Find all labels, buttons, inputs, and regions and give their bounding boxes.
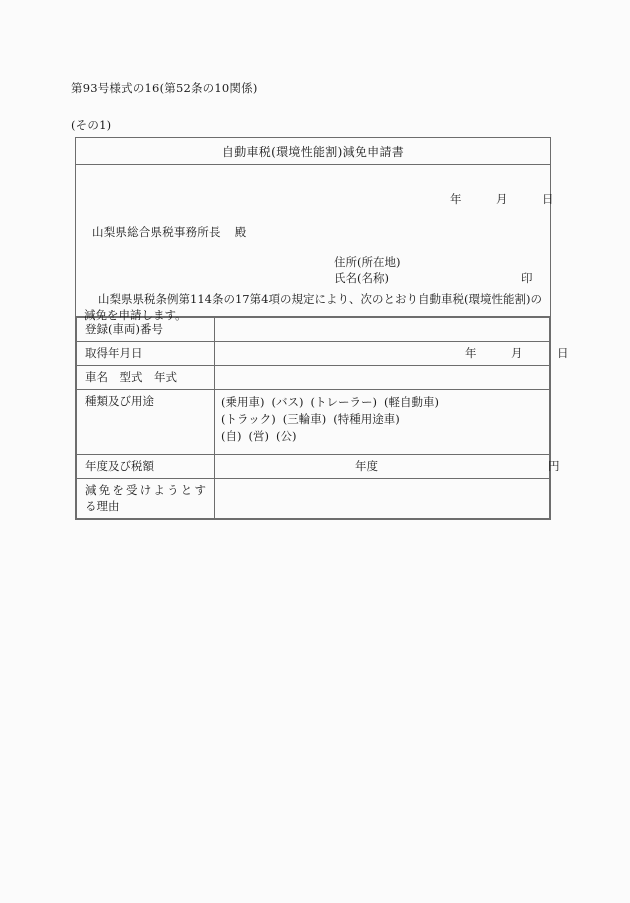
applicant-name-label: 氏名(名称) — [334, 271, 389, 285]
field-vehicle-name[interactable] — [215, 366, 550, 390]
table-row-fiscal-year-and-tax — [77, 455, 550, 479]
form-title-row — [76, 138, 550, 165]
sheet-number: (その1) — [71, 118, 112, 132]
acquisition-year-label: 年 — [465, 346, 477, 360]
submission-month-label: 月 — [496, 192, 508, 206]
kind-option-special-purpose[interactable]: (特種用途車) — [333, 412, 400, 426]
label-kind-and-use: 種類及び用途 — [77, 390, 215, 455]
kind-option-bus[interactable]: (バス) — [271, 395, 304, 409]
label-reason-line-2: る理由 — [85, 499, 120, 513]
kind-option-three-wheeler[interactable]: (三輪車) — [282, 412, 327, 426]
label-fiscal-year-and-tax: 年度及び税額 — [77, 455, 215, 479]
form-header-area — [76, 165, 554, 322]
kind-option-private[interactable]: (自) — [221, 429, 242, 443]
applicant-address-label: 住所(所在地) — [334, 255, 401, 269]
addressee-honorific: 殿 — [234, 225, 247, 239]
kind-option-truck[interactable]: (トラック) — [221, 412, 276, 426]
addressee-line — [92, 224, 246, 240]
field-kind-and-use[interactable] — [215, 390, 550, 455]
table-row-kind-and-use — [77, 390, 550, 455]
field-registration-number[interactable] — [215, 318, 550, 342]
application-statement: 山梨県県税条例第114条の17第4項の規定により、次のとおり自動車税(環境性能割)の減免を申請します。 — [84, 292, 542, 322]
label-vehicle-name: 車名 型式 年式 — [77, 366, 215, 390]
kind-option-public[interactable]: (公) — [275, 429, 297, 443]
label-reason — [77, 479, 215, 519]
acquisition-month-label: 月 — [511, 346, 523, 360]
yen-unit-label: 円 — [548, 459, 560, 473]
form-title: 自動車税(環境性能割)減免申請書 — [221, 144, 405, 159]
addressee-office: 山梨県総合県税事務所長 — [92, 225, 221, 239]
label-reason-line-1: 減免を受けようとす — [85, 483, 206, 497]
field-acquisition-date[interactable] — [215, 342, 569, 366]
kind-option-list — [221, 393, 543, 445]
acquisition-day-label: 日 — [557, 346, 569, 360]
field-fiscal-year-and-tax[interactable] — [215, 455, 560, 479]
table-row-acquisition-date — [77, 342, 550, 366]
fiscal-year-label: 年度 — [355, 459, 378, 473]
form-code: 第93号様式の16(第52条の10関係) — [71, 81, 258, 95]
applicant-block — [334, 254, 400, 286]
submission-year-label: 年 — [450, 192, 462, 206]
acquisition-date-markers — [221, 345, 569, 361]
kind-option-line-3 — [221, 428, 543, 445]
field-reason[interactable] — [215, 479, 550, 519]
vehicle-details-table — [76, 317, 569, 519]
submission-date-line — [76, 191, 554, 207]
submission-day-label: 日 — [542, 192, 554, 206]
kind-option-light-vehicle[interactable]: (軽自動車) — [383, 395, 439, 409]
label-acquisition-date: 取得年月日 — [77, 342, 215, 366]
kind-option-passenger-car[interactable]: (乗用車) — [221, 395, 265, 409]
kind-option-trailer[interactable]: (トレーラー) — [310, 395, 377, 409]
table-row-reason — [77, 479, 550, 519]
application-form — [75, 137, 569, 520]
seal-label: 印 — [521, 271, 533, 285]
kind-option-commercial[interactable]: (営) — [248, 429, 269, 443]
fiscal-year-and-tax-markers — [221, 458, 560, 474]
kind-option-line-1 — [221, 394, 543, 411]
kind-option-line-2 — [221, 411, 543, 428]
table-row-vehicle-name — [77, 366, 550, 390]
label-registration-number: 登録(車両)番号 — [77, 318, 215, 342]
